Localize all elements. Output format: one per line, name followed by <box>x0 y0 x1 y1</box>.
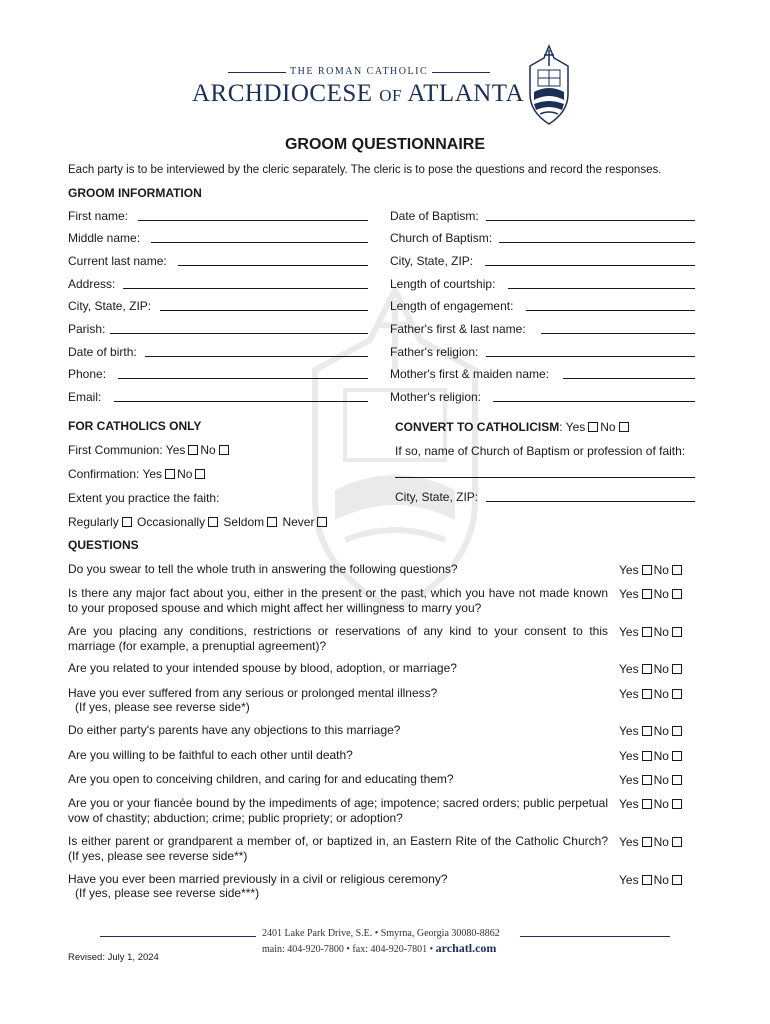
answer-4-no-checkbox[interactable] <box>672 664 682 674</box>
yes-label: Yes <box>619 687 639 701</box>
revised-date: Revised: July 1, 2024 <box>68 952 159 963</box>
answer-8-yes-checkbox[interactable] <box>642 775 652 785</box>
yes-label: Yes <box>619 587 639 601</box>
extent-label: Extent you practice the faith: <box>68 491 220 505</box>
phone-label: Phone: <box>68 367 107 381</box>
footer-address: 2401 Lake Park Drive, S.E. • Smyrna, Georgia 30080-8862 <box>262 928 500 939</box>
answer-6-no-checkbox[interactable] <box>672 726 682 736</box>
question-3: Are you placing any conditions, restrictions or reservations of any kind to your consent to this marriage (for example, a prenuptial agreement)? <box>68 624 608 653</box>
first-communion-label: First Communion: Yes <box>68 443 186 457</box>
answer-2-no-checkbox[interactable] <box>672 589 682 599</box>
length-of-courtship-field[interactable] <box>508 277 695 289</box>
no-label: No <box>653 587 669 601</box>
question-8: Are you open to conceiving children, and caring for and educating them? <box>68 772 454 786</box>
answer-5-no-checkbox[interactable] <box>672 689 682 699</box>
parish-field[interactable] <box>110 322 368 334</box>
no-label: No <box>653 687 669 701</box>
answer-1-yes-checkbox[interactable] <box>642 565 652 575</box>
yes-label: Yes <box>619 835 639 849</box>
no-label: No <box>653 724 669 738</box>
yes-label: Yes <box>619 724 639 738</box>
letterhead-name-of: OF <box>379 86 402 105</box>
length-of-courtship-label: Length of courtship: <box>390 277 496 291</box>
yes-label: Yes <box>619 873 639 887</box>
confirmation-no-label: No <box>177 467 193 481</box>
date-of-birth-field[interactable] <box>145 345 368 357</box>
convert-no-checkbox[interactable] <box>619 422 629 432</box>
intro-text: Each party is to be interviewed by the cleric separately. The cleric is to pose the questions and record the responses. <box>68 164 662 176</box>
footer-website[interactable]: archatl.com <box>435 941 497 955</box>
answer-6-yes-checkbox[interactable] <box>642 726 652 736</box>
address-label: Address: <box>68 277 116 291</box>
middle-name-label: Middle name: <box>68 231 141 245</box>
letterhead-name <box>192 80 524 108</box>
practice-options-row <box>68 515 329 529</box>
question-10: Is either parent or grandparent a member of, or baptized in, an Eastern Rite of the Catholic Church? (If yes, please see reverse side**) <box>68 834 608 863</box>
baptism-city-state-zip-label: City, State, ZIP: <box>390 254 474 268</box>
baptism-city-state-zip-field[interactable] <box>485 254 695 266</box>
fathers-religion-label: Father's religion: <box>390 345 479 359</box>
answer-1 <box>619 563 684 577</box>
answer-8-no-checkbox[interactable] <box>672 775 682 785</box>
yes-label: Yes <box>619 773 639 787</box>
answer-2-yes-checkbox[interactable] <box>642 589 652 599</box>
occasionally-checkbox[interactable] <box>208 517 218 527</box>
page-title: GROOM QUESTIONNAIRE <box>284 136 485 153</box>
answer-11 <box>619 873 684 887</box>
date-of-baptism-field[interactable] <box>486 209 695 221</box>
length-of-engagement-field[interactable] <box>526 299 695 311</box>
answer-7 <box>619 749 684 763</box>
confirmation-yes-checkbox[interactable] <box>165 469 175 479</box>
question-5-note: (If yes, please see reverse side*) <box>75 700 250 714</box>
regularly-label: Regularly <box>68 515 119 529</box>
answer-6 <box>619 724 684 738</box>
answer-5 <box>619 687 684 701</box>
answer-7-yes-checkbox[interactable] <box>642 751 652 761</box>
answer-11-no-checkbox[interactable] <box>672 875 682 885</box>
no-label: No <box>653 749 669 763</box>
convert-yes-label: : Yes <box>559 420 586 434</box>
question-1: Do you swear to tell the whole truth in answering the following questions? <box>68 562 458 576</box>
answer-8 <box>619 773 684 787</box>
answer-2 <box>619 587 684 601</box>
question-6: Do either party's parents have any objections to this marriage? <box>68 723 401 737</box>
convert-row <box>395 420 631 434</box>
city-state-zip-label: City, State, ZIP: <box>68 299 152 313</box>
seldom-label: Seldom <box>223 515 265 529</box>
no-label: No <box>653 625 669 639</box>
first-communion-no-label: No <box>200 443 216 457</box>
fathers-name-label: Father's first & last name: <box>390 322 526 336</box>
first-communion-row <box>68 443 231 457</box>
regularly-checkbox[interactable] <box>122 517 132 527</box>
mothers-religion-field[interactable] <box>493 390 695 402</box>
first-communion-no-checkbox[interactable] <box>219 445 229 455</box>
answer-4-yes-checkbox[interactable] <box>642 664 652 674</box>
no-label: No <box>653 662 669 676</box>
footer-rule-right <box>520 936 670 937</box>
no-label: No <box>653 797 669 811</box>
church-of-baptism-label: Church of Baptism: <box>390 231 493 245</box>
archdiocese-crest-icon <box>524 44 574 126</box>
answer-9 <box>619 797 684 811</box>
current-last-name-label: Current last name: <box>68 254 167 268</box>
fathers-name-field[interactable] <box>541 322 695 334</box>
parish-label: Parish: <box>68 322 106 336</box>
answer-10 <box>619 835 684 849</box>
no-label: No <box>653 835 669 849</box>
middle-name-field[interactable] <box>151 231 368 243</box>
questions-heading: QUESTIONS <box>68 538 139 552</box>
yes-label: Yes <box>619 625 639 639</box>
answer-3-yes-checkbox[interactable] <box>642 627 652 637</box>
yes-label: Yes <box>619 563 639 577</box>
answer-1-no-checkbox[interactable] <box>672 565 682 575</box>
answer-9-no-checkbox[interactable] <box>672 799 682 809</box>
question-11-note: (If yes, please see reverse side***) <box>75 886 260 900</box>
groom-info-heading: GROOM INFORMATION <box>68 186 202 200</box>
letterhead-top-line: THE ROMAN CATHOLIC <box>290 66 429 77</box>
no-label: No <box>653 773 669 787</box>
address-field[interactable] <box>123 277 368 289</box>
yes-label: Yes <box>619 749 639 763</box>
no-label: No <box>653 873 669 887</box>
confirmation-row <box>68 467 207 481</box>
never-checkbox[interactable] <box>317 517 327 527</box>
phone-field[interactable] <box>118 367 368 379</box>
occasionally-label: Occasionally <box>137 515 206 529</box>
footer-rule-left <box>100 936 256 937</box>
footer-contact <box>262 941 496 956</box>
length-of-engagement-label: Length of engagement: <box>390 299 514 313</box>
answer-9-yes-checkbox[interactable] <box>642 799 652 809</box>
date-of-baptism-label: Date of Baptism: <box>390 209 479 223</box>
yes-label: Yes <box>619 662 639 676</box>
answer-11-yes-checkbox[interactable] <box>642 875 652 885</box>
church-of-baptism-field[interactable] <box>499 231 695 243</box>
convert-heading: CONVERT TO CATHOLICISM <box>395 420 560 434</box>
seldom-checkbox[interactable] <box>267 517 277 527</box>
fathers-religion-field[interactable] <box>486 345 695 357</box>
question-2: Is there any major fact about you, either in the present or the past, which you have not made known to your proposed spouse and which might affect her willingness to marry you? <box>68 586 608 615</box>
answer-3 <box>619 625 684 639</box>
convert-no-label: No <box>600 420 616 434</box>
answer-4 <box>619 662 684 676</box>
footer-phones: main: 404-920-7800 • fax: 404-920-7801 • <box>262 944 434 955</box>
top-rule-left <box>228 72 286 73</box>
confirmation-no-checkbox[interactable] <box>195 469 205 479</box>
email-label: Email: <box>68 390 102 404</box>
email-field[interactable] <box>114 390 368 402</box>
letterhead-name-part2: ATLANTA <box>407 80 525 107</box>
city-state-zip-field[interactable] <box>160 299 368 311</box>
catholics-heading: FOR CATHOLICS ONLY <box>68 419 202 433</box>
question-4: Are you related to your intended spouse by blood, adoption, or marriage? <box>68 661 457 675</box>
answer-7-no-checkbox[interactable] <box>672 751 682 761</box>
never-label: Never <box>282 515 315 529</box>
mothers-religion-label: Mother's religion: <box>390 390 481 404</box>
first-communion-yes-checkbox[interactable] <box>188 445 198 455</box>
first-name-field[interactable] <box>138 209 368 221</box>
current-last-name-field[interactable] <box>178 254 368 266</box>
question-7: Are you willing to be faithful to each other until death? <box>68 748 353 762</box>
date-of-birth-label: Date of birth: <box>68 345 137 359</box>
top-rule-right <box>432 72 490 73</box>
no-label: No <box>653 563 669 577</box>
letterhead-name-part1: ARCHDIOCESE <box>192 80 373 107</box>
first-name-label: First name: <box>68 209 129 223</box>
mothers-name-field[interactable] <box>563 367 695 379</box>
question-5: Have you ever suffered from any serious or prolonged mental illness? <box>68 686 438 700</box>
answer-10-yes-checkbox[interactable] <box>642 837 652 847</box>
question-9: Are you or your fiancée bound by the impediments of age; impotence; sacred orders; public perpetual vow of chastity; abduction; crime; public propriety; or adoption? <box>68 796 608 825</box>
mothers-name-label: Mother's first & maiden name: <box>390 367 550 381</box>
convert-church-field[interactable] <box>395 466 695 478</box>
convert-city-field[interactable] <box>486 490 695 502</box>
confirmation-label: Confirmation: Yes <box>68 467 163 481</box>
question-11: Have you ever been married previously in a civil or religious ceremony? <box>68 872 448 886</box>
yes-label: Yes <box>619 797 639 811</box>
answer-5-yes-checkbox[interactable] <box>642 689 652 699</box>
answer-3-no-checkbox[interactable] <box>672 627 682 637</box>
convert-yes-checkbox[interactable] <box>588 422 598 432</box>
convert-city-label: City, State, ZIP: <box>395 490 479 504</box>
convert-ifso-label: If so, name of Church of Baptism or profession of faith: <box>395 444 686 458</box>
answer-10-no-checkbox[interactable] <box>672 837 682 847</box>
